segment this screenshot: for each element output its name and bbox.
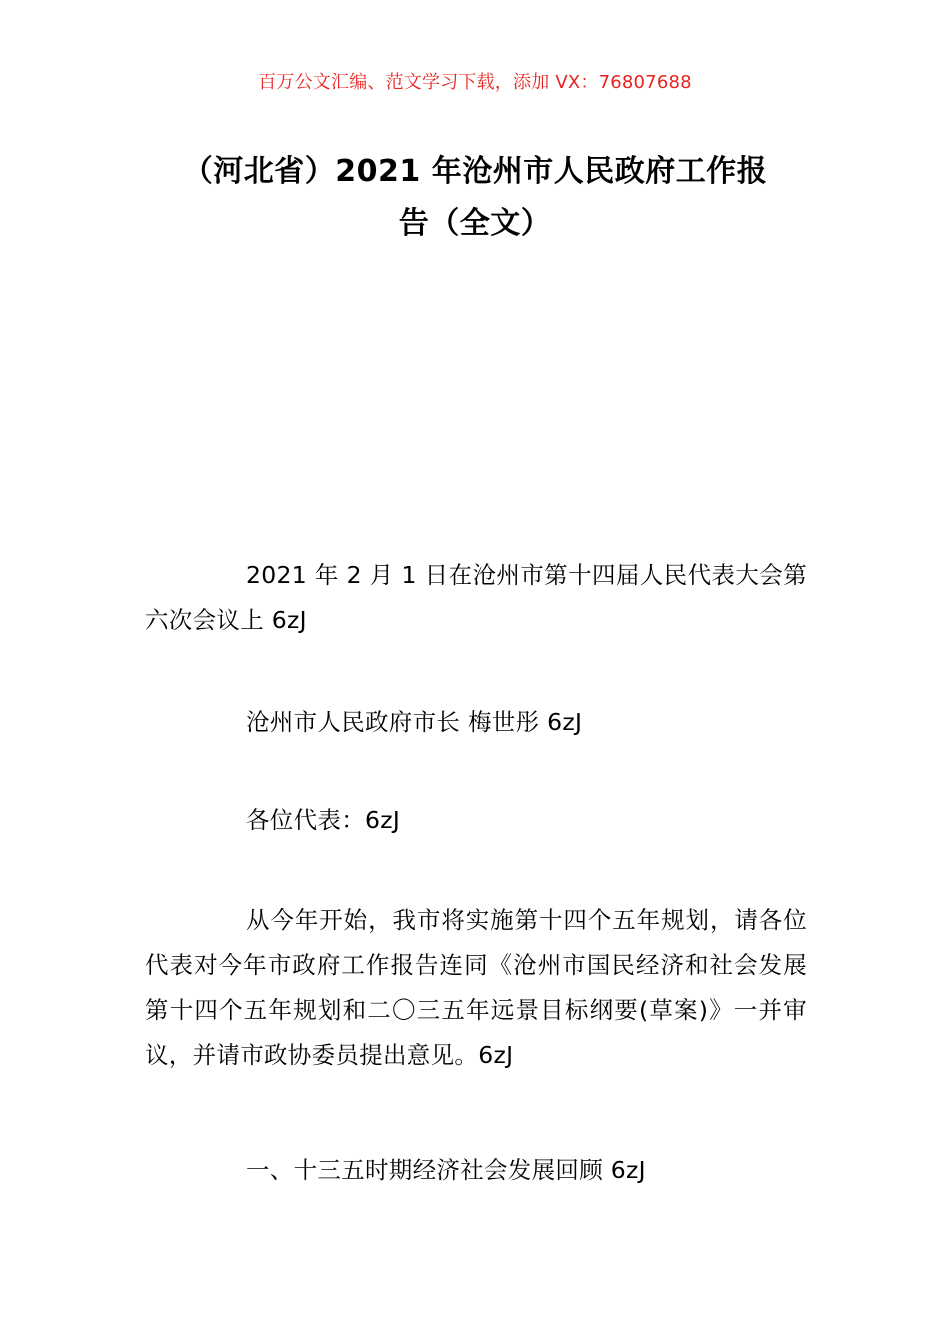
paragraph-speaker	[145, 700, 807, 745]
section-heading-review	[145, 1148, 807, 1193]
document-title	[140, 146, 810, 250]
watermark-header-note: 百万公文汇编、范文学习下载，添加 VX：76807688	[258, 72, 692, 93]
paragraph-text: 一、十三五时期经济社会发展回顾 6zJ	[246, 1156, 646, 1184]
paragraph-text: 各位代表：6zJ	[246, 806, 401, 834]
paragraph-meeting-info	[145, 553, 807, 643]
paragraph-text: 2021 年 2 月 1 日在沧州市第十四届人民代表大会第六次会议上 6zJ	[145, 561, 807, 634]
paragraph-intro	[145, 898, 807, 1078]
paragraph-text: 沧州市人民政府市长 梅世彤 6zJ	[246, 708, 583, 736]
title-line-1: （河北省）2021 年沧州市人民政府工作报	[182, 154, 768, 189]
paragraph-salutation	[145, 798, 807, 843]
title-line-2: 告（全文）	[398, 206, 552, 241]
paragraph-text: 从今年开始，我市将实施第十四个五年规划，请各位代表对今年市政府工作报告连同《沧州市国民经济和社会发展第十四个五年规划和二〇三五年远景目标纲要(草案)》一并审议，并请市政协委员提出意见。6zJ	[145, 906, 807, 1069]
